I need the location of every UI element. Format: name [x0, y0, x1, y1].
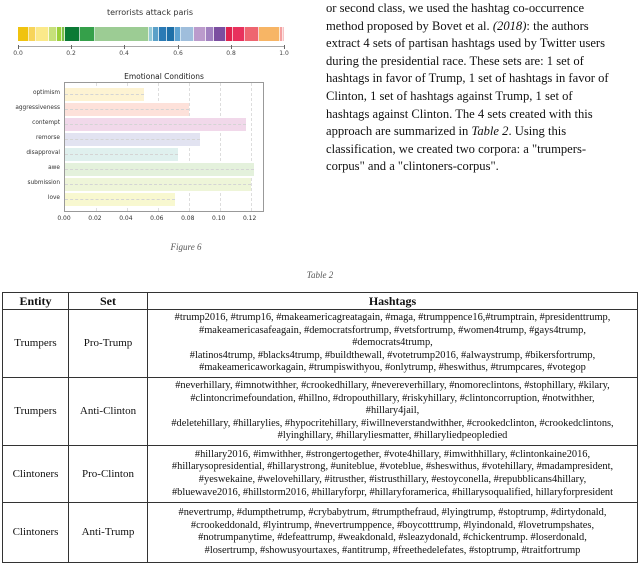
y-label-aggressiveness: aggressiveness	[15, 105, 60, 111]
text-line: extract 4 sets of partisan hashtags used by Twitter users	[326, 36, 606, 51]
colorbar-segment	[49, 27, 57, 41]
cell-entity: Clintoners	[3, 445, 69, 502]
bar-love	[65, 193, 175, 206]
y-label-contempt: contempt	[32, 120, 60, 126]
grid-line	[220, 83, 221, 211]
colorbar-segment	[36, 27, 49, 41]
table-row	[3, 445, 638, 502]
header-hashtags: Hashtags	[148, 293, 638, 310]
colorbar-segment	[233, 27, 245, 41]
bar-optimism	[65, 88, 144, 101]
colorbar-tick-label: 0.8	[226, 50, 236, 57]
colorbar-segment	[194, 27, 207, 41]
bar-aggressiveness	[65, 103, 189, 116]
colorbar-segment	[175, 27, 182, 41]
cell-hashtags	[148, 502, 638, 562]
y-label-love: love	[47, 195, 60, 201]
cell-set: Anti-Trump	[69, 502, 148, 562]
x-tick-label: 0.08	[181, 215, 195, 222]
hashtag-line: #yeswekaine, #welovehillary, #itrusther, #istrusthillary, #estoyconella, #repubblicans4hillary,	[198, 473, 587, 485]
text-line: hashtags in favor of Trump, 1 set of hashtags in favor of	[326, 71, 609, 86]
colorbar-tick	[284, 45, 285, 49]
table-row	[3, 377, 638, 445]
text-line: classification, we created two corpora: a "trumpers-	[326, 141, 587, 156]
x-tick-label: 0.10	[212, 215, 226, 222]
colorbar-tick	[71, 45, 72, 49]
x-tick-label: 0.02	[88, 215, 102, 222]
colorbar-segment	[95, 27, 148, 41]
cell-hashtags	[148, 310, 638, 378]
hashtag-line: #latinos4trump, #blacks4trump, #buildthewall, #votetrump2016, #alwaystrump, #bikersfortrump,	[189, 349, 596, 361]
colorbar-segment	[245, 27, 259, 41]
cell-entity: Trumpers	[3, 377, 69, 445]
cell-set: Pro-Trump	[69, 310, 148, 378]
grid-line	[189, 83, 190, 211]
colorbar-segment	[65, 27, 80, 41]
colorbar-tick-label: 0.0	[13, 50, 23, 57]
cell-entity: Trumpers	[3, 310, 69, 378]
header-entity: Entity	[3, 293, 69, 310]
cell-entity: Clintoners	[3, 502, 69, 562]
hashtag-line: #hillary2016, #imwithher, #strongertogether, #vote4hillary, #imwithhillary, #clintonkaine2016,	[194, 448, 591, 460]
text-line: during the presidential race. These sets are: 1 set of	[326, 53, 584, 68]
text-line: approach are summarized in Table 2. Using this	[326, 124, 567, 139]
bar-contempt	[65, 118, 246, 131]
y-label-remorse: remorse	[36, 135, 60, 141]
hashtag-line: #lyinghillary, #hillaryliesmatter, #hillaryliedpeopledied	[277, 430, 508, 442]
colorbar-segment	[226, 27, 233, 41]
colorbar-segment	[80, 27, 95, 41]
bar-disapproval	[65, 148, 178, 161]
cell-hashtags	[148, 377, 638, 445]
colorbar-tick-label: 0.4	[119, 50, 129, 57]
y-label-awe: awe	[48, 165, 60, 171]
colorbar-segment	[159, 27, 166, 41]
hashtag-line: #makeamericaworkagain, #trumpiswithyou, #onlytrump, #heswithus, #trumpcares, #votegop	[199, 362, 586, 374]
colorbar-tick	[231, 45, 232, 49]
text-line: Clinton, 1 set of hashtags against Trump, 1 set of	[326, 88, 573, 103]
hashtag-line: #democrats4trump,	[352, 337, 433, 349]
y-label-submission: submission	[27, 180, 60, 186]
y-label-optimism: optimism	[32, 90, 60, 96]
table-caption: Table 2	[306, 270, 334, 280]
emotional-chart-plot-area	[64, 82, 264, 212]
colorbar-segment	[181, 27, 193, 41]
y-label-disapproval: disapproval	[26, 150, 60, 156]
hashtag-line: #bluewave2016, #hillstorm2016, #hillaryforpr, #hillaryforamerica, #hillarysoqualified, hillaryforpresident	[171, 486, 614, 498]
x-tick-label: 0.04	[119, 215, 133, 222]
colorbar-tick	[18, 45, 19, 49]
colorbar-segment	[259, 27, 280, 41]
grid-line	[251, 83, 252, 211]
bar-remorse	[65, 133, 200, 146]
table-reference: Table 2	[471, 124, 509, 139]
colorbar-tick	[178, 45, 179, 49]
text-line: or second class, we used the hashtag co-occurrence	[326, 1, 585, 15]
citation-year: (2018)	[492, 18, 527, 33]
body-paragraph	[326, 0, 634, 176]
hashtag-table	[2, 292, 638, 563]
cell-hashtags	[148, 445, 638, 502]
cell-set: Pro-Clinton	[69, 445, 148, 502]
hashtag-line: #crookeddonald, #lyintrump, #nevertrumppence, #boycotttrump, #lyindonald, #lovetrumpshates,	[190, 519, 595, 531]
hashtag-line: #nevertrump, #dumpthetrump, #crybabytrum, #trumpthefraud, #lyingtrump, #stoptrump, #dirtydonald,	[178, 507, 607, 519]
text-line: method proposed by Bovet et al. (2018): the authors	[326, 18, 589, 33]
hashtag-line: #hillary4jail,	[365, 405, 420, 417]
colorbar-tick-label: 0.2	[66, 50, 76, 57]
bar-submission	[65, 178, 251, 191]
table-row	[3, 502, 638, 562]
colorbar-tick-label: 0.6	[173, 50, 183, 57]
colorbar-stacked-bar	[18, 27, 284, 41]
emotional-chart-title: Emotional Conditions	[124, 72, 204, 81]
hashtag-line: #neverhillary, #imnotwithher, #crookedhillary, #nevereverhillary, #nomoreclintons, #stophillary, #kilary,	[175, 379, 610, 391]
colorbar-segment	[18, 27, 29, 41]
text-line: hashtags against Clinton. The 4 sets created with this	[326, 106, 593, 121]
header-set: Set	[69, 293, 148, 310]
hashtag-line: #clintoncrimefoundation, #hillno, #dropouthillary, #riskyhillary, #clintoncorruption, #notwithher,	[190, 392, 595, 404]
colorbar-segment	[283, 27, 284, 41]
hashtag-line: #hillarysopresidential, #hillarystrong, #uniteblue, #voteblue, #sheswithus, #votehillary, #madampresident,	[171, 461, 614, 473]
colorbar-segment	[167, 27, 175, 41]
table-row	[3, 310, 638, 378]
colorbar-segment	[29, 27, 36, 41]
x-tick-label: 0.06	[150, 215, 164, 222]
colorbar-tick-label: 1.0	[279, 50, 289, 57]
x-tick-label: 0.00	[57, 215, 71, 222]
figure-caption: Figure 6	[170, 242, 202, 252]
hashtag-line: #notrumpanytime, #defeattrump, #weakdonald, #sleazydonald, #chickentrump. #loserdonald,	[198, 532, 587, 544]
x-tick-label: 0.12	[242, 215, 257, 222]
hashtag-line: #losertrump, #showusyourtaxes, #antitrump, #freethedelefates, #stoptrump, #traitfortrump	[204, 545, 581, 557]
hashtag-line: #trump2016, #trump16, #makeamericagreatagain, #maga, #trumppence16,#trumptrain, #presidenttrump,	[174, 312, 611, 323]
hashtag-line: #deletehillary, #hillarylies, #hypocritehillary, #iwillneverstandwithher, #crookedclinton, #crookedclintons,	[171, 417, 614, 429]
cell-set: Anti-Clinton	[69, 377, 148, 445]
colorbar-segment	[206, 27, 213, 41]
colorbar-axis-line	[18, 46, 284, 47]
table-header-row	[3, 293, 638, 310]
colorbar-segment	[214, 27, 226, 41]
bar-awe	[65, 163, 254, 176]
text-line: corpus" and a "clintoners-corpus".	[326, 159, 499, 174]
hashtag-line: #makeamericasafeagain, #democratsfortrump, #vetsfortrump, #women4trump, #gays4trump,	[199, 324, 586, 336]
colorbar-tick	[124, 45, 125, 49]
colorbar-title: terrorists attack paris	[106, 8, 194, 17]
